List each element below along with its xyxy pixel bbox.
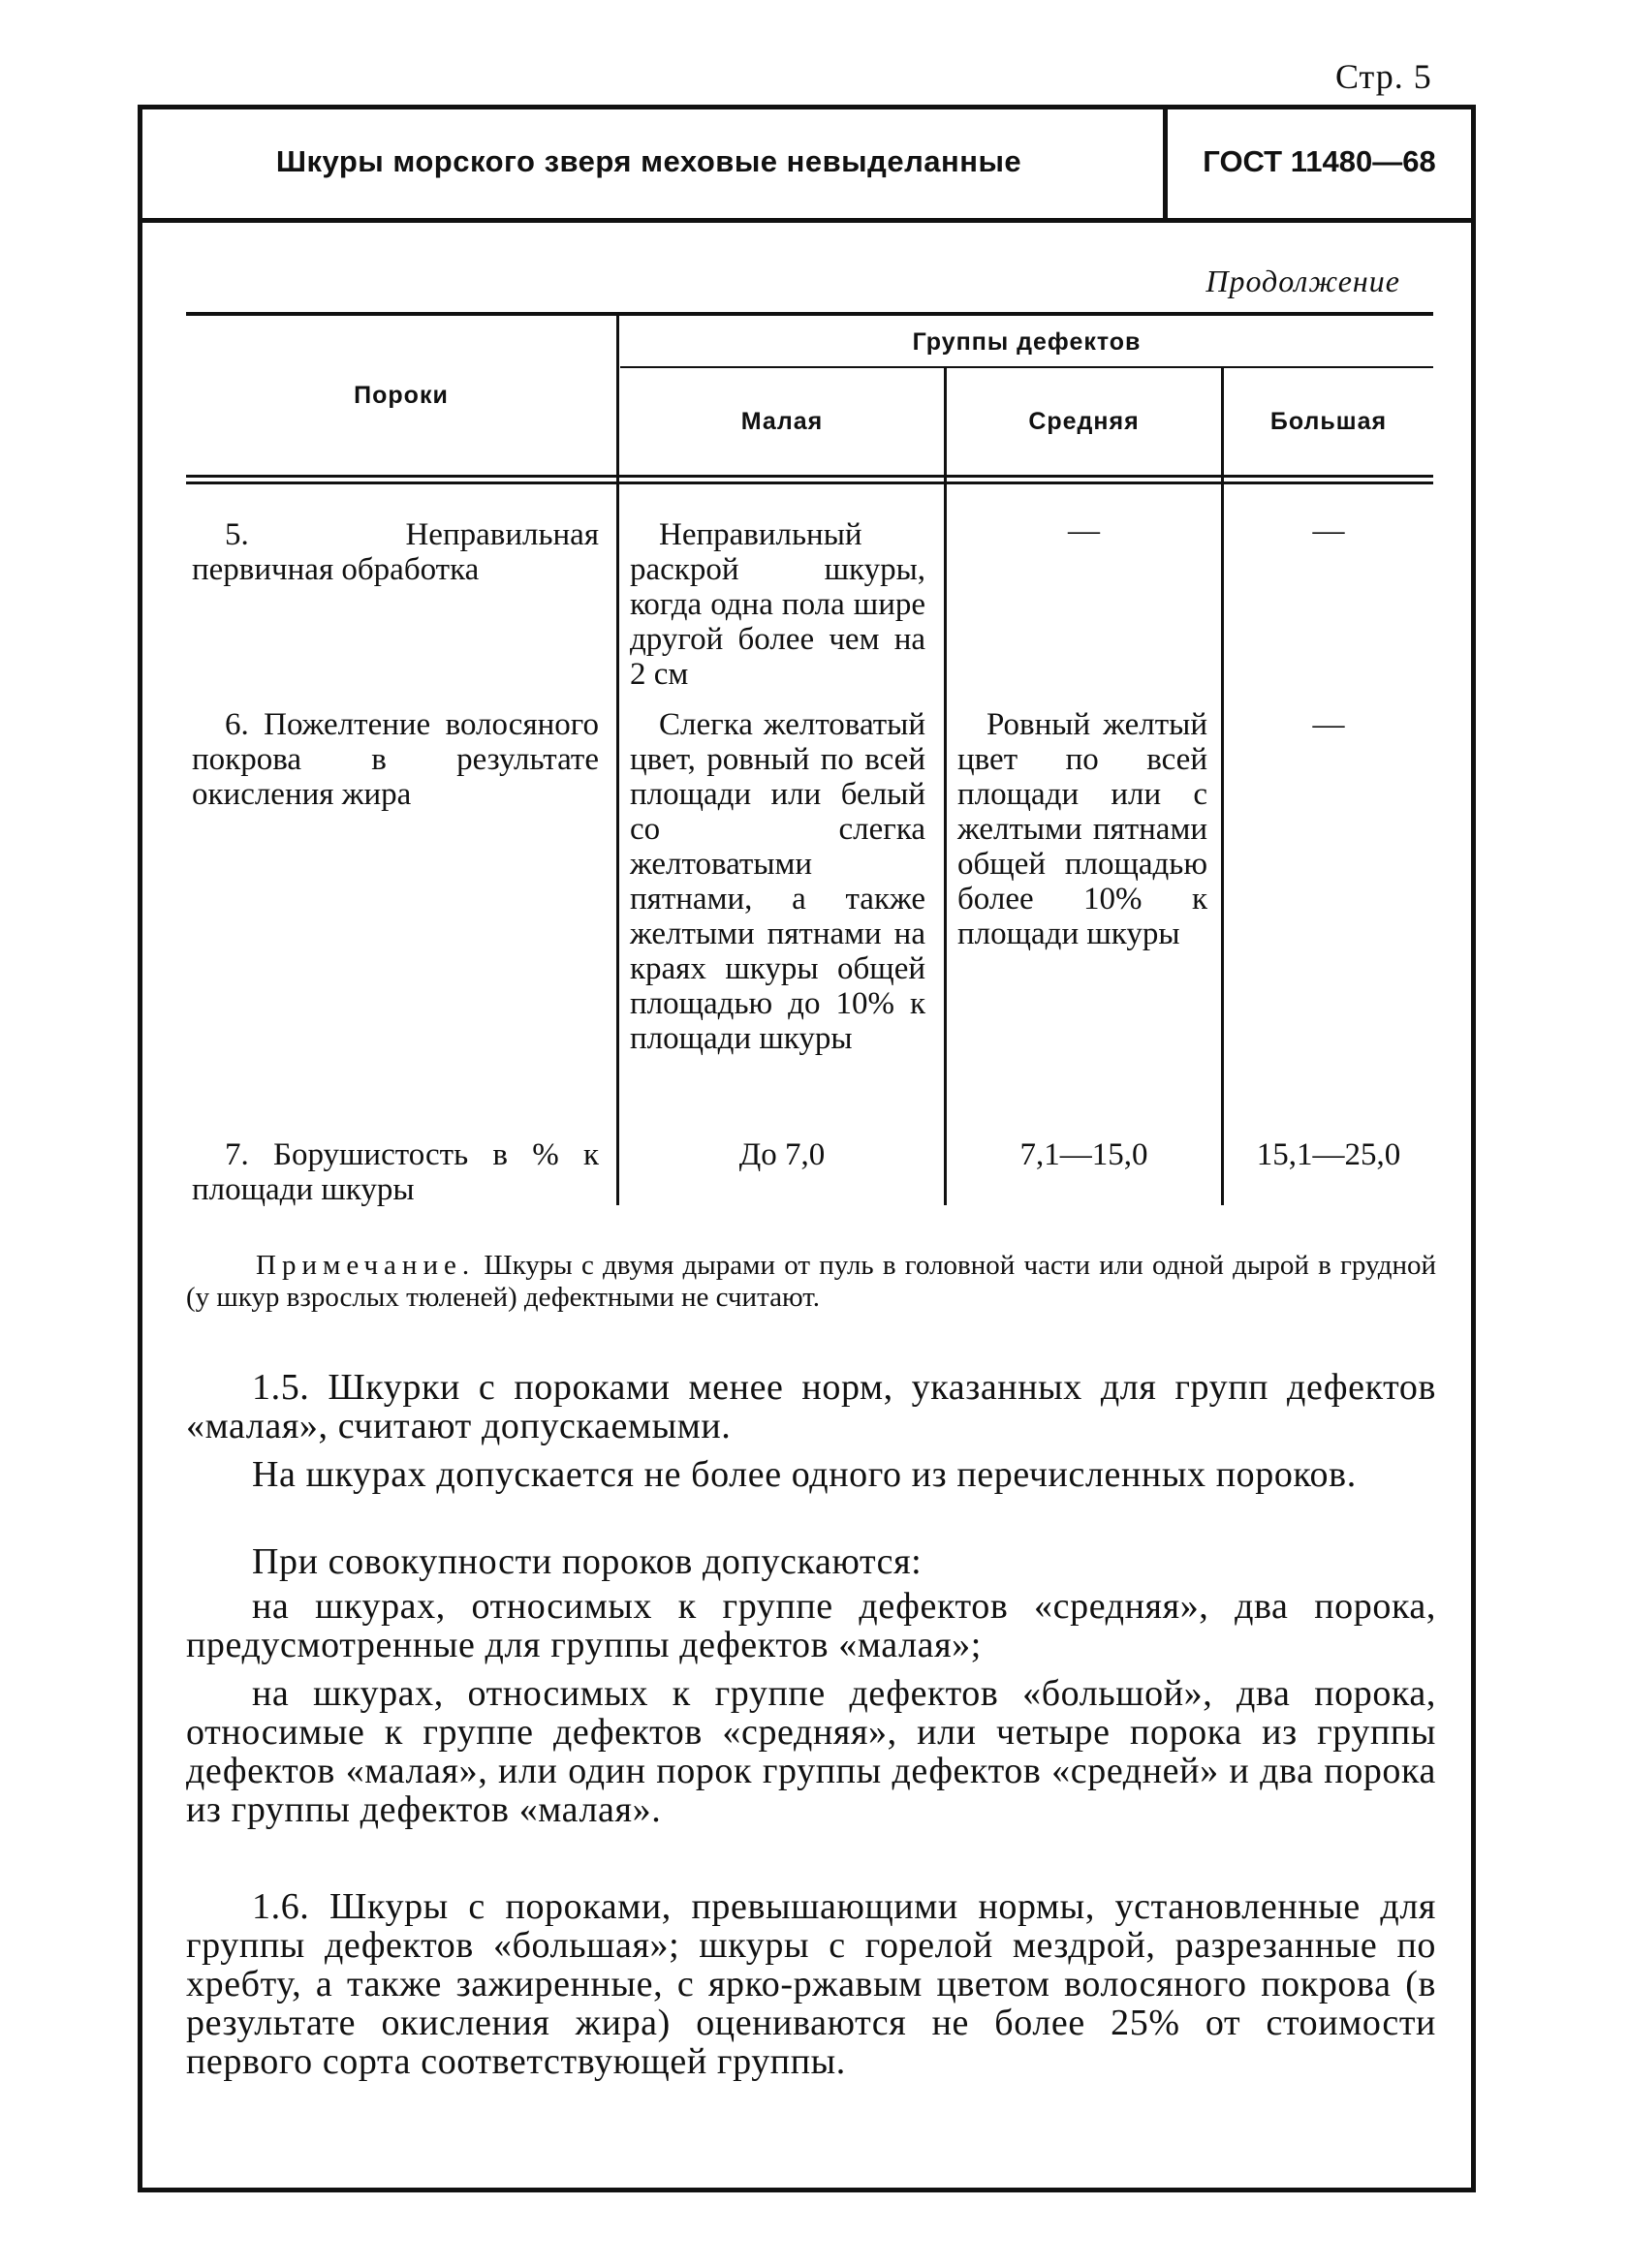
group-header-rule (620, 366, 1433, 368)
header-bottom-rule-1 (186, 475, 1433, 478)
paragraph-medium-group: на шкурах, относимых к группе дефектов «средняя», два порока, предусмотренные для группы дефектов «малая»; (186, 1586, 1436, 1665)
paragraph-single-defect: На шкурах допускается не более одного из перечисленных пороков. (252, 1454, 1357, 1495)
col-divider-2 (944, 368, 947, 1205)
continuation-label: Продолжение (1205, 264, 1400, 298)
col-header-defects: Пороки (354, 381, 449, 409)
col-divider-3 (1221, 368, 1224, 1205)
paragraph-1-5: 1.5. Шкурки с пороками менее норм, указанных для групп дефектов «малая», считают допускаемыми. (186, 1367, 1436, 1446)
table-row-7-small: До 7,0 (738, 1137, 826, 1172)
table-row-5-defect: 5. Неправильная первичная обработка (192, 517, 599, 587)
col-header-medium: Средняя (1028, 407, 1140, 435)
document-title: Шкуры морского зверя меховые невыделанные (275, 143, 1022, 178)
col-header-small: Малая (740, 407, 824, 435)
table-note (186, 1250, 1436, 1314)
table-row-5-large: — (1312, 513, 1345, 548)
table-row-6-small: Слегка желтоватый цвет, ровный по всей площади или белый со слегка желтоватыми пятнами, а также желтыми пятнами на краях шкуры общей площадью до 10% к площади шкуры (630, 707, 925, 1056)
note-label: Примечание. (256, 1250, 476, 1281)
col-header-large: Большая (1269, 407, 1388, 435)
col-header-group: Группы дефектов (912, 327, 1142, 356)
standard-code: ГОСТ 11480—68 (1203, 143, 1436, 178)
paragraph-1-6: 1.6. Шкуры с пороками, превышающими нормы, установленные для группы дефектов «большая»; шкуры с горелой мездрой, разрезанные по хребту, а также зажиренные, с ярко-ржавым цветом волосяного покрова (в результате окисления жира) оцениваются не более 25% от стоимости первого сорта соответствующей группы. (186, 1886, 1436, 2082)
table-row-6-medium: Ровный желтый цвет по всей площади или с желтыми пятнами общей площадью более 10% к площади шкуры (957, 707, 1207, 951)
paragraph-combination: При совокупности пороков допускаются: (252, 1541, 923, 1582)
page-number: Стр. 5 (1335, 57, 1432, 96)
table-row-5-small: Неправильный раскрой шкуры, когда одна пола шире другой более чем на 2 см (630, 517, 925, 692)
table-row-7-defect: 7. Борушистость в % к площади шкуры (192, 1137, 599, 1207)
header-bottom-rule-2 (186, 482, 1433, 484)
paragraph-large-group: на шкурах, относимых к группе дефектов «большой», два порока, относимые к группе дефектов «средняя», или четыре порока из группы дефектов «малая», или один порок группы дефектов «средней» и два порока из группы дефектов «малая». (186, 1673, 1436, 1830)
col-divider-1 (616, 316, 619, 1205)
table-row-5-medium: — (1068, 513, 1100, 548)
table-row-7-medium: 7,1—15,0 (1019, 1137, 1148, 1172)
note-text: Шкуры с двумя дырами от пуль в головной части или одной дырой в грудной (у шкур взрослых тюленей) дефектными не считают. (186, 1250, 1436, 1313)
table-row-7-large: 15,1—25,0 (1256, 1137, 1401, 1172)
table-row-6-large: — (1312, 707, 1345, 742)
table-row-6-defect: 6. Пожелтение волосяного покрова в результате окисления жира (192, 707, 599, 812)
document-header (138, 105, 1476, 223)
